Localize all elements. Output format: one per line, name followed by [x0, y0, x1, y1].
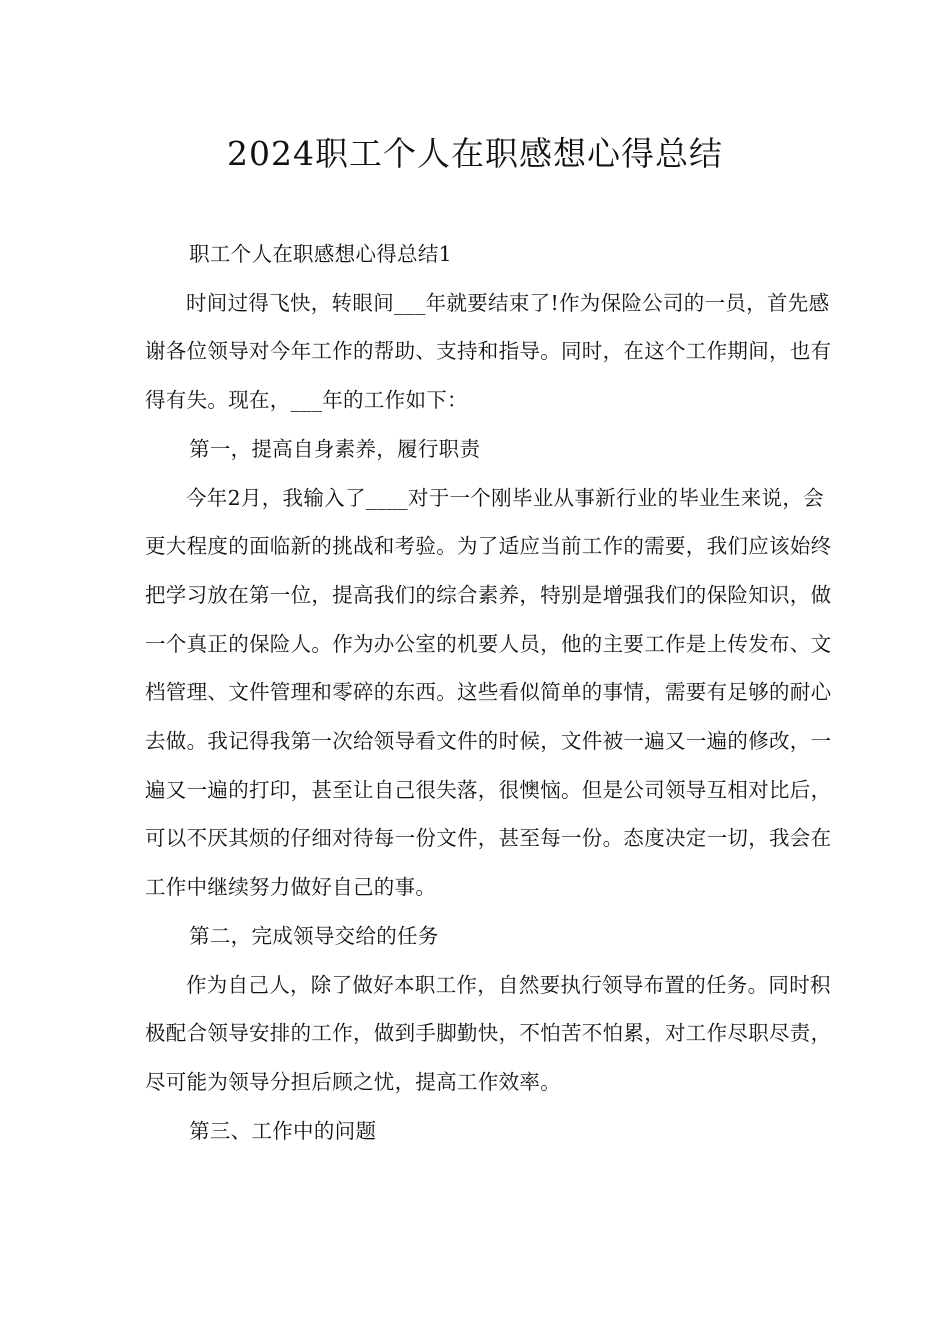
- paragraph-section-2: 作为自己人，除了做好本职工作，自然要执行领导布置的任务。同时积极配合领导安排的工作，做到手脚勤快，不怕苦不怕累，对工作尽职尽责，尽可能为领导分担后顾之忧，提高工作效率。: [145, 972, 832, 1094]
- section-subtitle: 职工个人在职感想心得总结1: [189, 242, 453, 266]
- paragraph-intro: 时间过得飞快，转眼间___年就要结束了!作为保险公司的一员，首先感谢各位领导对今年工作的帮助、支持和指导。同时，在这个工作期间，也有得有失。现在，___年的工作如下：: [145, 290, 832, 413]
- document-title: 2024职工个人在职感想心得总结: [227, 134, 723, 173]
- section-heading-3: 第三、工作中的问题: [189, 1118, 377, 1143]
- document-body: [145, 230, 833, 1155]
- section-heading-1: 第一，提高自身素养，履行职责: [189, 436, 481, 461]
- paragraph-section-1: 今年2月，我输入了____对于一个刚毕业从事新行业的毕业生来说，会更大程度的面临新的挑战和考验。为了适应当前工作的需要，我们应该始终把学习放在第一位，提高我们的综合素养，特别是增强我们的保险知识，做一个真正的保险人。作为办公室的机要人员，他的主要工作是上传发布、文档管理、文件管理和零碎的东西。这些看似简单的事情，需要有足够的耐心去做。我记得我第一次给领导看文件的时候，文件被一遍又一遍的修改，一遍又一遍的打印，甚至让自己很失落，很懊恼。但是公司领导互相对比后，可以不厌其烦的仔细对待每一份文件，甚至每一份。态度决定一切，我会在工作中继续努力做好自己的事。: [145, 485, 832, 900]
- section-heading-2: 第二，完成领导交给的任务: [189, 923, 439, 948]
